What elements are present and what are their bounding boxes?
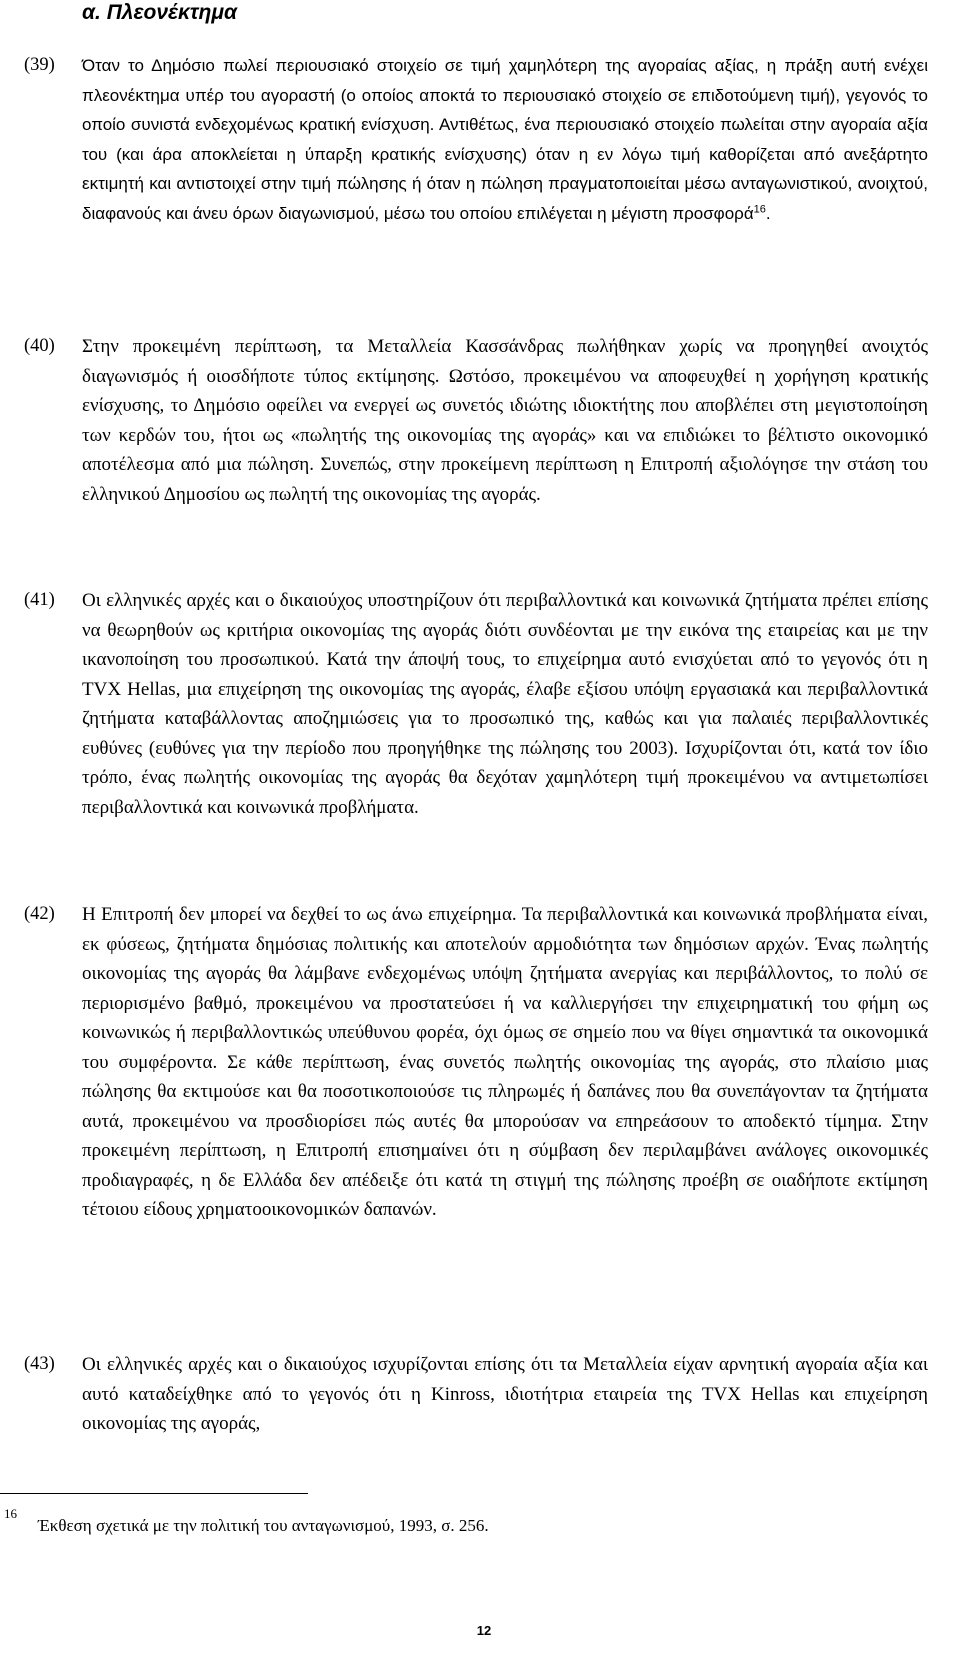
paragraph-number: (40)	[24, 336, 55, 356]
page-number: 12	[476, 1623, 492, 1638]
paragraph-text-body: Όταν το Δημόσιο πωλεί περιουσιακό στοιχείο σε τιμή χαμηλότερη της αγοραίας αξίας, η πράξη αυτή ενέχει πλεονέκτημα υπέρ του αγοραστή (ο οποίος αποκτά το περιουσιακό στοιχείο σε επιδοτούμενη τιμή), γεγονός το οποίο συνιστά ενδεχομένως κρατική ενίσχυση. Αντιθέτως, ένα περιουσιακό στοιχείο πωλείται στην αγοραία αξία του (και άρα αποκλείεται η ύπαρξη κρατικής ενίσχυσης) όταν η εν λόγω τιμή καθορίζεται από ανεξάρτητο εκτιμητή και αντιστοιχεί στην τιμή πώλησης ή όταν η πώληση πραγματοποιείται μέσω ανταγωνιστικού, ανοιχτού, διαφανούς και άνευ όρων διαγωνισμού, μέσω του οποίου επιλέγεται η μέγιστη προσφορά	[82, 56, 928, 223]
paragraph-text: Οι ελληνικές αρχές και ο δικαιούχος ισχυρίζονται επίσης ότι τα Μεταλλεία είχαν αρνητική αγοραία αξία και αυτό καταδείχθηκε από το γεγονός ότι η Kinross, ιδιοτήτρια εταιρεία της TVX Hellas και επιχείρηση οικονομίας της αγοράς,	[82, 1354, 928, 1434]
paragraph-39	[24, 51, 928, 228]
paragraph-41	[24, 586, 928, 822]
section-heading: α. Πλεονέκτημα	[82, 1, 238, 24]
paragraph-number: (41)	[24, 590, 55, 610]
footnote-separator	[0, 1493, 308, 1494]
paragraph-text-end: .	[765, 203, 771, 223]
paragraph-number: (42)	[24, 904, 55, 924]
paragraph-42	[24, 900, 928, 1225]
paragraph-text: Στην προκειμένη περίπτωση, τα Μεταλλεία Κασσάνδρας πωλήθηκαν χωρίς να προηγηθεί ανοιχτός διαγωνισμός ή οιοσδήποτε τύπος εκτίμησης. Ωστόσο, προκειμένου να αποφευχθεί η χορήγηση κρατικής ενίσχυσης, το Δημόσιο οφείλει να ενεργεί ως συνετός ιδιώτης ιδιοκτήτης που αποβλέπει στη μεγιστοποίηση των κερδών του, ήτοι ως «πωλητής της οικονομίας της αγοράς» και να επιδιώκει το βέλτιστο οικονομικό αποτέλεσμα από μια πώληση. Συνεπώς, στην προκείμενη περίπτωση η Επιτροπή αξιολόγησε την στάση του ελληνικού Δημοσίου ως πωλητή της οικονομίας της αγοράς.	[82, 336, 928, 505]
paragraph-text	[82, 51, 928, 228]
paragraph-text: Οι ελληνικές αρχές και ο δικαιούχος υποστηρίζουν ότι περιβαλλοντικά και κοινωνικά ζητήματα πρέπει επίσης να θεωρηθούν ως κριτήρια οικονομίας της αγοράς διότι συνδέονται με την εικόνα της εταιρείας και με την ικανοποίηση του προσωπικού. Κατά την άποψή τους, το επιχείρημα αυτό ενισχύεται από το γεγονός ότι η TVX Hellas, μια επιχείρηση της οικονομίας της αγοράς, έλαβε εξίσου υπόψη εργασιακά και περιβαλλοντικά ζητήματα καταβάλλοντας αποζημιώσεις για το προσωπικό της, καθώς και για παλαιές περιβαλλοντικές ευθύνες (ευθύνες για την περίοδο που προηγήθηκε της πώλησης του 2003). Ισχυρίζονται ότι, κατά τον ίδιο τρόπο, ένας πωλητής οικονομίας της αγοράς θα δεχόταν χαμηλότερη τιμή προκειμένου να αντιμετωπίσει περιβαλλοντικά και κοινωνικά προβλήματα.	[82, 590, 928, 818]
footnote-mark: 16	[4, 1506, 17, 1521]
footnote-text: Έκθεση σχετικά με την πολιτική του ανταγωνισμού, 1993, σ. 256.	[38, 1516, 489, 1535]
paragraph-text: Η Επιτροπή δεν μπορεί να δεχθεί το ως άνω επιχείρημα. Τα περιβαλλοντικά και κοινωνικά προβλήματα είναι, εκ φύσεως, ζητήματα δημόσιας πολιτικής και αποτελούν αρμοδιότητα των δημόσιων αρχών. Ένας πωλητής οικονομίας της αγοράς θα λάμβανε ενδεχομένως υπόψη ζητήματα ανεργίας και περιβάλλοντος, το πολύ σε περιορισμένο βαθμό, προκειμένου να προστατεύσει ή να καλλιεργήσει την επιχειρηματική του φήμη ως κοινωνικώς ή περιβαλλοντικώς υπεύθυνου φορέα, όχι όμως σε σημείο που να θίγει σημαντικά τα οικονομικά του συμφέροντα. Σε κάθε περίπτωση, ένας συνετός πωλητής οικονομίας της αγοράς, στο πλαίσιο μιας πώλησης θα εκτιμούσε και θα ποσοτικοποιούσε τις πληρωμές ή δαπάνες που θα συνεπάγονταν τα ζητήματα αυτά, προκειμένου να προσδιορίσει πώς αυτές θα μπορούσαν να επηρεάσουν το αποδεκτό τίμημα. Στην προκειμένη περίπτωση, η Επιτροπή επισημαίνει ότι η σύμβαση δεν περιλαμβάνει ανάλογες οικονομικές προδιαγραφές, η δε Ελλάδα δεν απέδειξε ότι κατά τη στιγμή της πώλησης προέβη σε οιαδήποτε εκτίμηση τέτοιου είδους χρηματοοικονομικών δαπανών.	[82, 904, 928, 1220]
paragraph-40	[24, 332, 928, 509]
paragraph-number: (43)	[24, 1354, 55, 1374]
paragraph-number: (39)	[24, 55, 55, 75]
footnote-reference[interactable]: 16	[753, 202, 766, 215]
paragraph-43	[24, 1350, 928, 1439]
